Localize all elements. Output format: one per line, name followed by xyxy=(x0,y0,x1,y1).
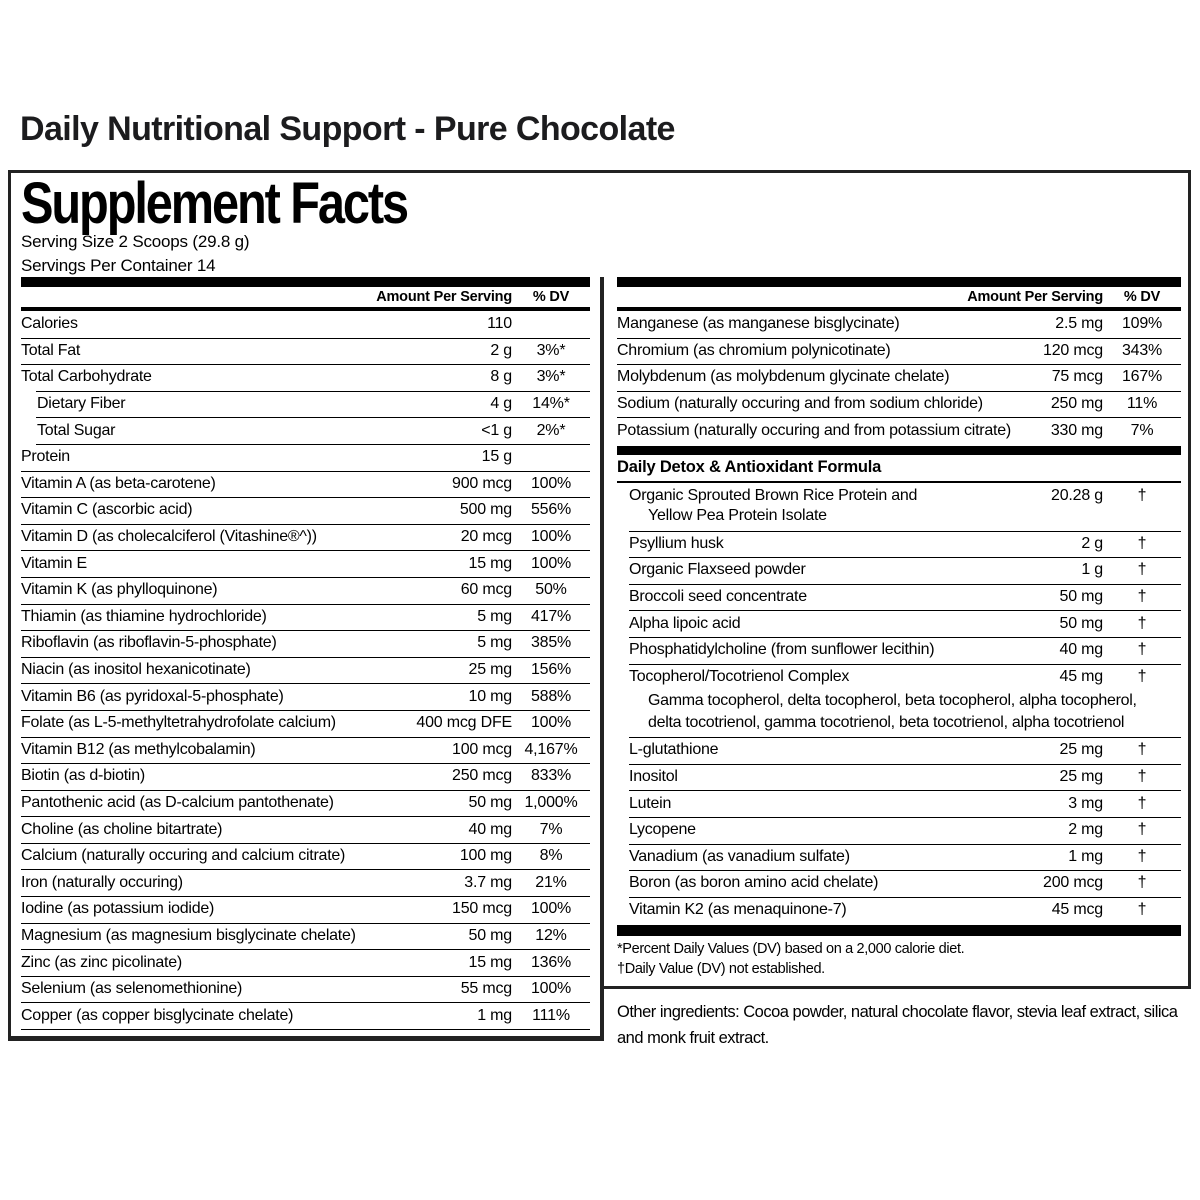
nutrient-row-line xyxy=(617,870,1181,897)
nutrient-dv: 3%* xyxy=(536,368,566,386)
nutrient-dv: † xyxy=(1137,768,1147,786)
nutrient-row xyxy=(617,637,1181,664)
nutrient-amount: 15 mg xyxy=(468,554,512,572)
nutrient-row-line xyxy=(617,737,1181,764)
nutrient-dv: 100% xyxy=(530,900,572,918)
nutrient-row xyxy=(617,531,1181,558)
nutrient-row-line xyxy=(617,531,1181,558)
nutrient-row xyxy=(21,896,590,923)
nutrient-name: Manganese (as manganese bisglycinate) xyxy=(617,315,900,333)
nutrient-row-line xyxy=(21,364,590,391)
nutrient-name: Vanadium (as vanadium sulfate) xyxy=(629,847,850,865)
nutrient-row-line xyxy=(21,896,590,923)
nutrient-dv: 100% xyxy=(530,528,572,546)
nutrient-amount: 2 mg xyxy=(1068,821,1103,839)
nutrient-row xyxy=(617,483,1181,531)
nutrient-amount: 150 mcg xyxy=(452,900,512,918)
nutrient-row-line xyxy=(617,664,1181,691)
nutrient-row xyxy=(21,683,590,710)
nutrient-dv: † xyxy=(1137,561,1147,579)
left-nutrient-rows xyxy=(21,311,590,1030)
nutrient-amount: 45 mcg xyxy=(1051,900,1103,918)
nutrient-amount: 5 mg xyxy=(477,634,512,652)
nutrient-row-line xyxy=(21,843,590,870)
right-column xyxy=(604,277,1191,1051)
nutrient-amount: <1 g xyxy=(481,421,512,439)
nutrient-row xyxy=(617,557,1181,584)
nutrient-amount: 50 mg xyxy=(468,926,512,944)
nutrient-name: Selenium (as selenomethionine) xyxy=(21,980,243,998)
section-divider-bar xyxy=(617,925,1181,936)
nutrient-row xyxy=(21,577,590,604)
nutrient-amount: 2 g xyxy=(1081,534,1103,552)
nutrient-dv: 100% xyxy=(530,554,572,572)
nutrient-dv: † xyxy=(1137,900,1147,918)
nutrient-name: Boron (as boron amino acid chelate) xyxy=(629,874,879,892)
nutrient-row xyxy=(21,949,590,976)
supplement-facts-title: Supplement Facts xyxy=(21,171,408,236)
nutrient-amount: 50 mg xyxy=(468,793,512,811)
nutrient-amount: 2.5 mg xyxy=(1055,315,1103,333)
nutrient-row xyxy=(617,391,1181,418)
left-column xyxy=(8,277,604,1041)
nutrient-dv: 7% xyxy=(1130,421,1154,439)
nutrient-name: Copper (as copper bisglycinate chelate) xyxy=(21,1006,294,1024)
nutrient-name: Vitamin E xyxy=(21,554,87,572)
nutrient-name: Total Sugar xyxy=(37,421,116,439)
nutrient-dv: 50% xyxy=(535,581,567,599)
nutrient-row xyxy=(617,584,1181,611)
nutrient-row xyxy=(617,338,1181,365)
nutrient-row xyxy=(21,630,590,657)
nutrient-row xyxy=(617,817,1181,844)
nutrient-row xyxy=(617,870,1181,897)
amount-per-serving-header: Amount Per Serving xyxy=(376,289,512,305)
nutrient-row-line xyxy=(21,763,590,790)
nutrient-amount: 8 g xyxy=(490,368,512,386)
nutrient-dv: 109% xyxy=(1121,315,1163,333)
nutrient-name: Inositol xyxy=(629,768,678,786)
nutrient-dv: † xyxy=(1137,641,1147,659)
nutrient-dv: 12% xyxy=(535,926,567,944)
amount-per-serving-header: Amount Per Serving xyxy=(967,289,1103,305)
servings-per-container: Servings Per Container 14 xyxy=(21,255,216,275)
nutrient-amount: 40 mg xyxy=(1059,641,1103,659)
nutrient-dv: † xyxy=(1137,534,1147,552)
nutrient-amount: 40 mg xyxy=(468,820,512,838)
nutrient-row xyxy=(21,471,590,498)
nutrient-amount: 25 mg xyxy=(1059,741,1103,759)
page-title: Daily Nutritional Support - Pure Chocolate xyxy=(20,110,675,148)
nutrient-name: Chromium (as chromium polynicotinate) xyxy=(617,341,891,359)
nutrient-row-line xyxy=(21,657,590,684)
nutrient-dv: 21% xyxy=(535,873,567,891)
label-columns xyxy=(8,277,1191,1051)
nutrient-row-line xyxy=(617,338,1181,365)
nutrient-dv: 136% xyxy=(530,953,572,971)
nutrient-amount: 5 mg xyxy=(477,607,512,625)
nutrient-dv: 588% xyxy=(530,687,572,705)
nutrient-row xyxy=(21,843,590,870)
nutrient-dv: 7% xyxy=(539,820,563,838)
nutrient-dv: 8% xyxy=(539,847,563,865)
nutrient-row xyxy=(617,844,1181,871)
nutrient-name: Vitamin A (as beta-carotene) xyxy=(21,474,216,492)
nutrient-amount: 250 mg xyxy=(1050,395,1103,413)
nutrient-row xyxy=(21,976,590,1003)
nutrient-row-line xyxy=(21,311,590,338)
other-ingredients: Other ingredients: Cocoa powder, natural chocolate flavor, stevia leaf extract, silica and monk fruit extract. xyxy=(617,1003,1178,1048)
nutrient-row xyxy=(21,790,590,817)
section-divider-bar xyxy=(617,277,1181,287)
nutrient-row-line xyxy=(617,417,1181,444)
nutrient-row xyxy=(21,869,590,896)
serving-size: Serving Size 2 Scoops (29.8 g) xyxy=(21,232,250,251)
nutrient-amount: 250 mcg xyxy=(452,767,512,785)
nutrient-row xyxy=(21,604,590,631)
nutrient-dv: † xyxy=(1137,741,1147,759)
nutrient-dv: 167% xyxy=(1121,368,1163,386)
nutrient-dv: 1,000% xyxy=(524,793,578,811)
nutrient-row-line xyxy=(617,311,1181,338)
footnote-percent-dv: *Percent Daily Values (DV) based on a 2,000 calorie diet. xyxy=(617,941,965,958)
nutrient-amount: 900 mcg xyxy=(452,474,512,492)
nutrient-name: Vitamin C (ascorbic acid) xyxy=(21,501,193,519)
nutrient-dv: † xyxy=(1137,847,1147,865)
nutrient-dv: 100% xyxy=(530,980,572,998)
nutrient-name: L-glutathione xyxy=(629,741,719,759)
nutrient-dv: 11% xyxy=(1126,395,1158,413)
nutrient-amount: 25 mg xyxy=(468,661,512,679)
ingredient-description-line: Gamma tocopherol, delta tocopherol, beta tocopherol, alpha tocopherol, xyxy=(648,692,1137,710)
nutrient-row xyxy=(21,417,590,444)
nutrient-dv: † xyxy=(1137,614,1147,632)
ingredient-description-line: delta tocotrienol, gamma tocotrienol, beta tocotrienol, alpha tocotrienol xyxy=(648,714,1125,732)
nutrient-dv: † xyxy=(1137,487,1147,505)
nutrient-dv: † xyxy=(1137,794,1147,812)
nutrient-amount: 15 mg xyxy=(468,953,512,971)
nutrient-amount: 45 mg xyxy=(1059,667,1103,685)
nutrient-dv: 556% xyxy=(530,501,572,519)
nutrient-row xyxy=(617,737,1181,764)
nutrient-name: Protein xyxy=(21,448,70,466)
nutrient-row xyxy=(21,497,590,524)
nutrient-row-line xyxy=(21,949,590,976)
detox-ingredient-rows xyxy=(617,483,1181,923)
nutrient-amount: 10 mg xyxy=(468,687,512,705)
nutrient-name: Calcium (naturally occuring and calcium citrate) xyxy=(21,847,346,865)
nutrient-amount: 200 mcg xyxy=(1043,874,1103,892)
nutrient-amount: 1 g xyxy=(1081,561,1103,579)
nutrient-name: Iodine (as potassium iodide) xyxy=(21,900,215,918)
nutrient-dv: 14%* xyxy=(532,395,570,413)
nutrient-amount: 4 g xyxy=(490,395,512,413)
nutrient-amount: 3 mg xyxy=(1068,794,1103,812)
nutrient-row xyxy=(617,764,1181,791)
nutrient-amount: 75 mcg xyxy=(1051,368,1103,386)
nutrient-row xyxy=(21,816,590,843)
right-column-header xyxy=(617,287,1181,311)
nutrient-row xyxy=(21,444,590,471)
nutrient-dv: † xyxy=(1137,821,1147,839)
nutrient-name: Biotin (as d-biotin) xyxy=(21,767,145,785)
nutrient-dv: 343% xyxy=(1121,341,1163,359)
nutrient-row xyxy=(21,524,590,551)
nutrient-name: Choline (as choline bitartrate) xyxy=(21,820,223,838)
label-header xyxy=(8,170,1191,277)
nutrient-name: Alpha lipoic acid xyxy=(629,614,741,632)
nutrient-row-line xyxy=(617,391,1181,418)
footnote-dagger: †Daily Value (DV) not established. xyxy=(617,960,825,977)
nutrient-amount: 1 mg xyxy=(1068,847,1103,865)
nutrient-name: Zinc (as zinc picolinate) xyxy=(21,953,182,971)
nutrient-dv: 100% xyxy=(530,714,572,732)
nutrient-name: Calories xyxy=(21,315,78,333)
nutrient-row xyxy=(617,897,1181,924)
nutrient-dv: 100% xyxy=(530,474,572,492)
nutrient-name: Vitamin D (as cholecalciferol (Vitashine®^)) xyxy=(21,528,317,546)
nutrient-row xyxy=(21,710,590,737)
nutrient-row-line xyxy=(21,524,590,551)
nutrient-dv: 833% xyxy=(530,767,572,785)
nutrient-amount: 110 xyxy=(487,315,512,333)
nutrient-row-line xyxy=(21,577,590,604)
nutrient-amount: 20 mcg xyxy=(460,528,512,546)
nutrient-row-line xyxy=(21,417,590,444)
nutrient-row-line xyxy=(21,391,590,418)
nutrient-row-line xyxy=(21,338,590,365)
nutrient-name: Folate (as L-5-methyltetrahydrofolate calcium) xyxy=(21,714,336,732)
nutrient-dv: 417% xyxy=(530,607,572,625)
nutrient-row-line xyxy=(21,737,590,764)
nutrient-name: Lycopene xyxy=(629,821,696,839)
percent-dv-header: % DV xyxy=(1123,289,1161,305)
nutrient-amount: 3.7 mg xyxy=(464,873,512,891)
nutrient-dv: 2%* xyxy=(536,421,566,439)
nutrient-row-line xyxy=(21,604,590,631)
nutrient-name: Lutein xyxy=(629,794,672,812)
nutrient-name: Psyllium husk xyxy=(629,534,724,552)
nutrient-dv: 4,167% xyxy=(524,740,578,758)
nutrient-name: Potassium (naturally occuring and from potassium citrate) xyxy=(617,421,1011,439)
nutrient-row xyxy=(21,338,590,365)
nutrient-amount: 120 mcg xyxy=(1043,341,1103,359)
nutrient-amount: 15 g xyxy=(481,448,512,466)
nutrient-dv: 3%* xyxy=(536,341,566,359)
nutrient-name: Niacin (as inositol hexanicotinate) xyxy=(21,661,251,679)
nutrient-row-line xyxy=(21,710,590,737)
nutrient-row-line xyxy=(617,817,1181,844)
nutrient-row xyxy=(21,763,590,790)
nutrient-row xyxy=(21,391,590,418)
nutrient-row-line xyxy=(21,497,590,524)
nutrient-dv: † xyxy=(1137,588,1147,606)
nutrient-amount: 1 mg xyxy=(477,1006,512,1024)
nutrient-amount: 2 g xyxy=(490,341,512,359)
nutrient-row-line xyxy=(21,471,590,498)
nutrient-name: Vitamin B6 (as pyridoxal-5-phosphate) xyxy=(21,687,284,705)
nutrient-row xyxy=(21,550,590,577)
nutrient-name: Broccoli seed concentrate xyxy=(629,588,807,606)
nutrient-row-line xyxy=(617,844,1181,871)
nutrient-name: Phosphatidylcholine (from sunflower lecithin) xyxy=(629,641,935,659)
nutrient-row-line xyxy=(617,584,1181,611)
nutrient-row-line xyxy=(21,550,590,577)
section-divider-bar xyxy=(617,446,1181,455)
nutrient-amount: 60 mcg xyxy=(460,581,512,599)
nutrient-row xyxy=(21,311,590,338)
nutrient-name: Molybdenum (as molybdenum glycinate chelate) xyxy=(617,368,950,386)
percent-dv-header: % DV xyxy=(532,289,570,305)
nutrient-name: Vitamin K2 (as menaquinone-7) xyxy=(629,900,847,918)
nutrient-row xyxy=(21,657,590,684)
nutrient-row xyxy=(617,610,1181,637)
nutrient-row-line xyxy=(21,683,590,710)
nutrient-row-line xyxy=(21,816,590,843)
nutrient-name: Sodium (naturally occuring and from sodium chloride) xyxy=(617,395,983,413)
left-column-header xyxy=(21,287,590,311)
nutrient-name: Pantothenic acid (as D-calcium pantothenate) xyxy=(21,793,334,811)
nutrient-row xyxy=(617,790,1181,817)
nutrient-row-line xyxy=(21,1002,590,1029)
nutrient-name-line2: Yellow Pea Protein Isolate xyxy=(648,506,827,524)
nutrient-row-line xyxy=(21,976,590,1003)
supplement-facts-label xyxy=(8,170,1191,1051)
nutrient-amount: 20.28 g xyxy=(1051,487,1103,505)
nutrient-row xyxy=(21,737,590,764)
nutrient-row-line xyxy=(617,557,1181,584)
nutrient-name: Total Fat xyxy=(21,341,81,359)
nutrient-name: Organic Flaxseed powder xyxy=(629,561,806,579)
nutrient-row-line xyxy=(21,630,590,657)
nutrient-row xyxy=(617,364,1181,391)
nutrient-name: Magnesium (as magnesium bisglycinate chelate) xyxy=(21,926,356,944)
nutrient-row-line xyxy=(21,869,590,896)
nutrient-amount: 100 mcg xyxy=(452,740,512,758)
section-divider-bar xyxy=(21,277,590,287)
nutrient-dv: † xyxy=(1137,874,1147,892)
nutrient-name: Riboflavin (as riboflavin-5-phosphate) xyxy=(21,634,277,652)
nutrient-row xyxy=(617,664,1181,738)
nutrient-row-line xyxy=(21,923,590,950)
nutrient-row xyxy=(21,1002,590,1029)
nutrient-row-line xyxy=(617,364,1181,391)
nutrient-dv: 385% xyxy=(530,634,572,652)
nutrient-dv: 156% xyxy=(530,661,572,679)
nutrient-amount: 500 mg xyxy=(459,501,512,519)
nutrient-row xyxy=(617,311,1181,338)
nutrient-row-line xyxy=(617,790,1181,817)
nutrient-name: Thiamin (as thiamine hydrochloride) xyxy=(21,607,267,625)
nutrient-row xyxy=(617,417,1181,444)
nutrient-dv: 111% xyxy=(532,1006,570,1024)
nutrient-name: Vitamin B12 (as methylcobalamin) xyxy=(21,740,256,758)
nutrient-name: Vitamin K (as phylloquinone) xyxy=(21,581,218,599)
detox-section-heading: Daily Detox & Antioxidant Formula xyxy=(617,455,1181,483)
nutrient-name: Iron (naturally occuring) xyxy=(21,873,183,891)
nutrient-amount: 50 mg xyxy=(1059,614,1103,632)
nutrient-row-line xyxy=(617,764,1181,791)
nutrient-name: Total Carbohydrate xyxy=(21,368,152,386)
nutrient-amount: 50 mg xyxy=(1059,588,1103,606)
nutrient-amount: 330 mg xyxy=(1050,421,1103,439)
nutrient-row-line xyxy=(617,610,1181,637)
nutrient-row-line xyxy=(21,444,590,471)
footnotes xyxy=(617,936,1181,981)
nutrient-row-line xyxy=(617,637,1181,664)
right-nutrient-rows xyxy=(617,311,1181,444)
nutrient-amount: 55 mcg xyxy=(460,980,512,998)
right-column-box xyxy=(604,277,1191,989)
nutrient-amount: 400 mcg DFE xyxy=(416,714,512,732)
nutrient-name: Dietary Fiber xyxy=(37,395,126,413)
nutrient-amount: 100 mg xyxy=(459,847,512,865)
nutrient-row xyxy=(21,364,590,391)
nutrient-row-line xyxy=(617,897,1181,924)
nutrient-row xyxy=(21,923,590,950)
nutrient-row-line xyxy=(21,790,590,817)
nutrient-name: Tocopherol/Tocotrienol Complex xyxy=(629,667,850,685)
nutrient-dv: † xyxy=(1137,667,1147,685)
nutrient-name: Organic Sprouted Brown Rice Protein and xyxy=(629,487,918,505)
nutrient-amount: 25 mg xyxy=(1059,768,1103,786)
